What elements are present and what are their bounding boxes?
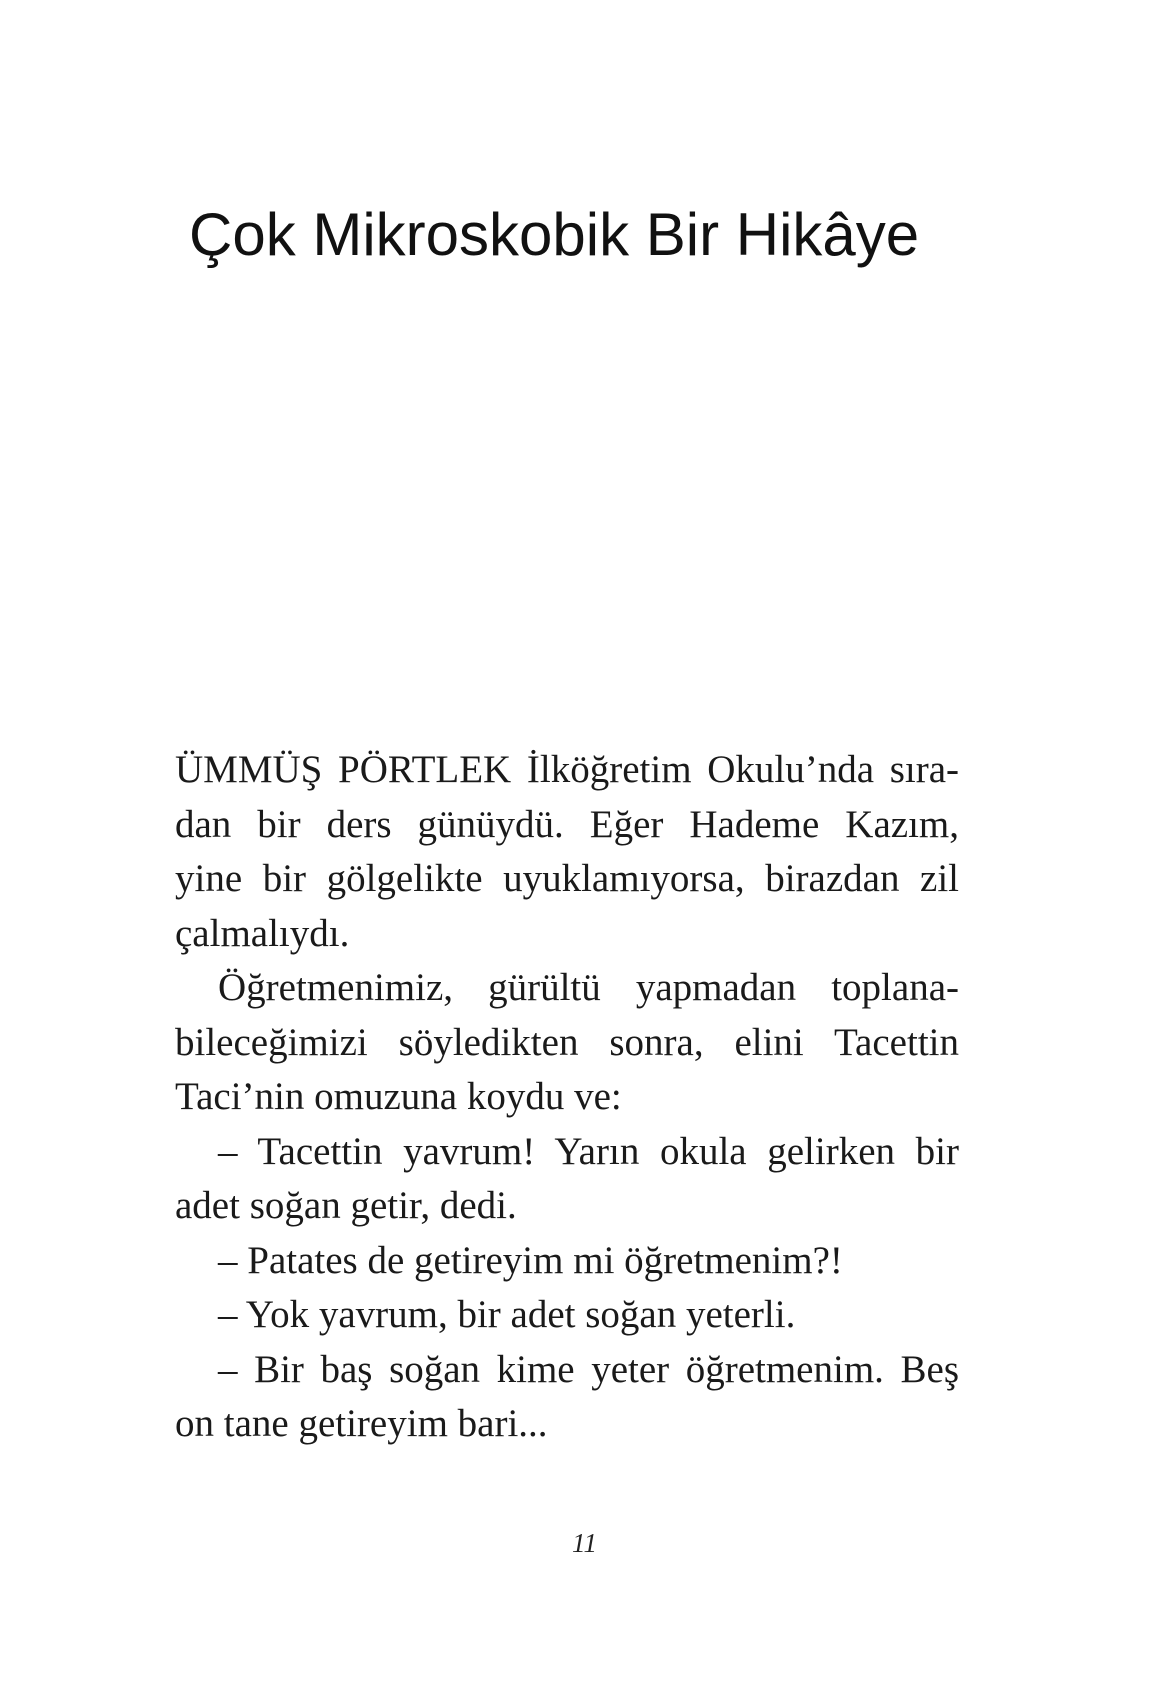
text-line: – Bir baş soğan kime yeter öğretmenim. Beş <box>218 1347 959 1391</box>
text-line: Taci’nin omuzuna koydu ve: <box>175 1075 622 1118</box>
paragraph <box>175 1343 959 1452</box>
text-line: – Yok yavrum, bir adet soğan yeterli. <box>218 1293 796 1336</box>
text-line: – Patates de getireyim mi öğretmenim?! <box>218 1238 843 1282</box>
text-line: ÜMMÜŞ PÖRTLEK İlköğretim Okulu’nda sıra- <box>175 748 959 791</box>
text-line: adet soğan getir, dedi. <box>175 1184 517 1227</box>
text-line: on tane getireyim bari... <box>175 1402 548 1445</box>
text-line: bileceğimizi söyledikten sonra, elini Tacettin <box>175 1020 959 1064</box>
paragraph <box>175 1125 959 1234</box>
paragraph <box>175 1288 959 1343</box>
page-number: 11 <box>572 1528 597 1558</box>
text-line: yine bir gölgelikte uyuklamıyorsa, birazdan zil <box>175 857 959 900</box>
paragraph <box>175 743 959 961</box>
paragraph <box>175 1234 959 1289</box>
text-line: Öğretmenimiz, gürültü yapmadan toplana- <box>218 966 959 1009</box>
text-line: çalmalıydı. <box>175 911 350 955</box>
body-text <box>175 743 959 1452</box>
chapter-title: Çok Mikroskobik Bir Hikâye <box>189 201 920 268</box>
text-line: dan bir ders günüydü. Eğer Hademe Kazım, <box>175 802 959 846</box>
paragraph <box>175 961 959 1125</box>
text-line: – Tacettin yavrum! Yarın okula gelirken bir <box>218 1129 959 1173</box>
